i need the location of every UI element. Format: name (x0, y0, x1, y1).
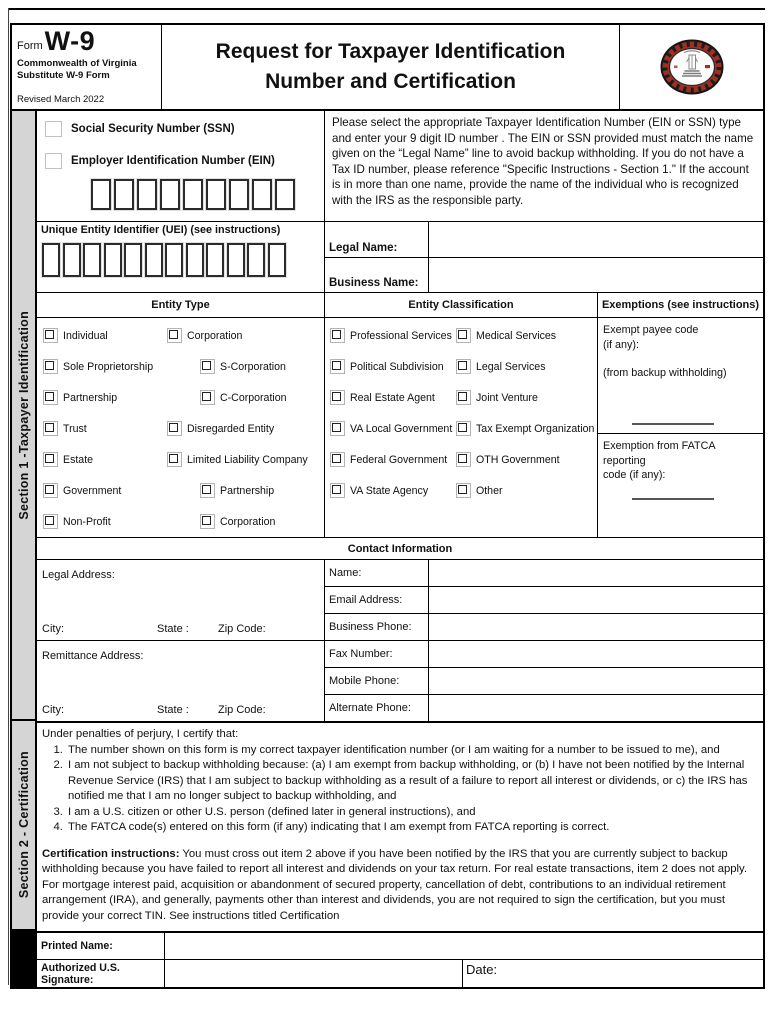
form-word: Form (17, 40, 43, 52)
exempt-payee-block (598, 318, 763, 434)
label-government: Government (63, 484, 122, 497)
label-tax-exempt-organization: Tax Exempt Organization (476, 422, 595, 435)
business-name-label: Business Name: (325, 258, 429, 293)
zip-label-2: Zip Code: (218, 704, 266, 716)
business-name-field[interactable] (429, 258, 763, 293)
ssn-label: Social Security Number (SSN) (71, 123, 235, 135)
checkbox-government[interactable] (43, 483, 58, 498)
section2-sidebar (12, 721, 37, 931)
digit-box[interactable] (83, 243, 101, 277)
authorized-signature-label: Authorized U.S. Signature: (37, 960, 165, 987)
page-top-rule (8, 8, 765, 10)
uei-label: Unique Entity Identifier (UEI) (see instructions) (41, 224, 281, 236)
printed-name-field[interactable] (165, 933, 763, 959)
checkbox-professional-services[interactable] (330, 328, 345, 343)
checkbox-partnership[interactable] (43, 390, 58, 405)
contact-name-label: Name: (325, 560, 429, 586)
digit-box[interactable] (114, 179, 134, 210)
fatca-block (598, 434, 763, 537)
exemptions-cell (598, 293, 763, 537)
label-real-estate-agent: Real Estate Agent (350, 391, 435, 404)
checkbox-va-state-agency[interactable] (330, 483, 345, 498)
legal-name-label: Legal Name: (325, 222, 429, 257)
label-federal-government: Federal Government (350, 453, 448, 466)
exempt-payee-line1: Exempt payee code (603, 324, 699, 336)
checkbox-individual[interactable] (43, 328, 58, 343)
perjury-intro: Under penalties of perjury, I certify that: (42, 728, 239, 740)
state-label: State : (157, 623, 189, 635)
revision-date: Revised March 2022 (17, 94, 105, 105)
label-va-local-government: VA Local Government (350, 422, 453, 435)
label-joint-venture: Joint Venture (476, 391, 538, 404)
digit-box[interactable] (227, 243, 245, 277)
digit-box[interactable] (275, 179, 295, 210)
checkbox-corporation-llc[interactable] (200, 514, 215, 529)
exempt-payee-code-field[interactable] (632, 423, 714, 425)
checkbox-joint-venture[interactable] (456, 390, 471, 405)
certification-instructions (42, 847, 755, 925)
digit-box[interactable] (137, 179, 157, 210)
checkbox-c-corporation[interactable] (200, 390, 215, 405)
checkbox-trust[interactable] (43, 421, 58, 436)
section-sidebar (12, 111, 37, 987)
contact-info-header: Contact Information (37, 538, 763, 560)
fatca-code-field[interactable] (632, 498, 714, 500)
label-partnership: Partnership (63, 391, 118, 404)
label-va-state-agency: VA State Agency (350, 484, 429, 497)
label-individual: Individual (63, 329, 108, 342)
label-medical-services: Medical Services (476, 329, 557, 342)
label-estate: Estate (63, 453, 94, 466)
form-title-line2: Number and Certification (265, 70, 516, 93)
exempt-payee-line2: (if any): (603, 338, 639, 351)
label-corporation-llc: Corporation (220, 515, 276, 528)
digit-box[interactable] (63, 243, 81, 277)
checkbox-sole-proprietorship[interactable] (43, 359, 58, 374)
exemptions-header: Exemptions (see instructions) (598, 293, 763, 318)
remittance-address-block[interactable] (37, 641, 324, 721)
checkbox-legal-services[interactable] (456, 359, 471, 374)
zip-label: Zip Code: (218, 623, 266, 635)
uei-cell (37, 222, 325, 292)
certification-item-3: 3. I am a U.S. citizen or other U.S. person (defined later in general instructions), and (66, 805, 755, 821)
legal-name-field[interactable] (429, 222, 763, 257)
digit-box[interactable] (186, 243, 204, 277)
remittance-address-label: Remittance Address: (42, 650, 144, 662)
form-title-line1: Request for Taxpayer Identification (215, 39, 566, 63)
label-partnership-llc: Partnership (220, 484, 275, 497)
contact-email-label: Email Address: (325, 587, 429, 613)
seal-cell (620, 25, 763, 109)
page-left-rule (8, 8, 9, 985)
digit-box[interactable] (42, 243, 60, 277)
entity-classification-cell (325, 293, 598, 537)
section1-sidebar-label: Section 1 -Taxpayer Identification (16, 310, 31, 520)
business-name-row (325, 258, 763, 293)
contact-email-field[interactable] (429, 587, 763, 613)
label-political-subdivision: Political Subdivision (350, 360, 444, 373)
certification-instructions-text: You must cross out item 2 above if you have been notified by the IRS that you are currently subject to backup withholding because you have failed to report all interest and dividends on your tax return. For real estate transactions, item 2 does not apply. For mortgage interest paid, acquisition or abandonment of secured property, cancellation of debt, contributions to an individual retirement arrangement (IRA), and generally, payments other than interest and dividends, you are not required to sign the certification, but you must provide your correct TIN. See instructions titled Certification (42, 847, 747, 922)
checkbox-partnership-llc[interactable] (200, 483, 215, 498)
checkbox-disregarded-entity[interactable] (167, 421, 182, 436)
digit-box[interactable] (183, 179, 203, 210)
label-limited-liability-company: Limited Liability Company (187, 453, 308, 466)
checkbox-other[interactable] (456, 483, 471, 498)
checkbox-non-profit[interactable] (43, 514, 58, 529)
checkbox-real-estate-agent[interactable] (330, 390, 345, 405)
form-number: W-9 (44, 26, 96, 56)
w9-form (10, 23, 765, 989)
signature-sidebar-black-bar (12, 931, 37, 987)
digit-box[interactable] (268, 243, 286, 277)
contact-name-field[interactable] (429, 560, 763, 586)
certification-item-4: 4. The FATCA code(s) entered on this form (if any) indicating that I am exempt from FATCA reporting is correct. (66, 820, 755, 836)
digit-box[interactable] (104, 243, 122, 277)
checkbox-tax-exempt-organization[interactable] (456, 421, 471, 436)
checkbox-s-corporation[interactable] (200, 359, 215, 374)
digit-box[interactable] (91, 179, 111, 210)
digit-box[interactable] (145, 243, 163, 277)
entity-type-cell (37, 293, 325, 537)
fatca-line1: Exemption from FATCA reporting (603, 440, 716, 467)
contact-alternate-phone-field[interactable] (429, 695, 763, 721)
label-disregarded-entity: Disregarded Entity (187, 422, 275, 435)
uei-boxes (42, 243, 322, 277)
exempt-payee-line3: (from backup withholding) (603, 367, 727, 379)
state-label-2: State : (157, 704, 189, 716)
org-line2: Substitute W-9 Form (17, 69, 110, 81)
address-column (37, 560, 325, 721)
label-oth-government: OTH Government (476, 453, 560, 466)
ein-label: Employer Identification Number (EIN) (71, 155, 275, 167)
legal-address-label: Legal Address: (42, 569, 115, 581)
contact-fax-field[interactable] (429, 641, 763, 667)
city-label: City: (42, 623, 64, 635)
date-cell[interactable] (463, 960, 763, 987)
contact-fields-column (325, 560, 763, 721)
checkbox-medical-services[interactable] (456, 328, 471, 343)
certification-item-1: 1. The number shown on this form is my correct taxpayer identification number (or I am waiting for a number to be issued to me), and (66, 743, 755, 759)
tin-type-cell (37, 111, 325, 221)
checkbox-va-local-government[interactable] (330, 421, 345, 436)
contact-alternate-phone-label: Alternate Phone: (325, 695, 429, 721)
section2-sidebar-label: Section 2 - Certification (16, 751, 31, 899)
label-corporation: Corporation (187, 329, 243, 342)
label-professional-services: Professional Services (350, 329, 452, 342)
digit-box[interactable] (229, 179, 249, 210)
label-trust: Trust (63, 422, 87, 435)
entity-type-header: Entity Type (37, 293, 324, 318)
digit-box[interactable] (252, 179, 272, 210)
ein-checkbox[interactable] (45, 153, 62, 169)
checkbox-limited-liability-company[interactable] (167, 452, 182, 467)
certification-instructions-lead: Certification instructions: (42, 847, 180, 860)
form-id-block (12, 25, 162, 109)
label-non-profit: Non-Profit (63, 515, 111, 528)
label-other: Other (476, 484, 503, 497)
digit-box[interactable] (206, 179, 226, 210)
city-label-2: City: (42, 704, 64, 716)
ssn-checkbox[interactable] (45, 121, 62, 137)
contact-fax-label: Fax Number: (325, 641, 429, 667)
date-label: Date: (466, 962, 498, 977)
checkbox-oth-government[interactable] (456, 452, 471, 467)
virginia-seal-icon (659, 38, 725, 96)
digit-box[interactable] (165, 243, 183, 277)
legal-name-row (325, 222, 763, 258)
digit-box[interactable] (206, 243, 224, 277)
section1-sidebar (12, 111, 37, 721)
label-s-corporation: S-Corporation (220, 360, 286, 373)
signature-field[interactable] (165, 960, 463, 987)
checkbox-political-subdivision[interactable] (330, 359, 345, 374)
form-header (12, 25, 763, 111)
certification-list (42, 743, 755, 836)
label-sole-proprietorship: Sole Proprietorship (63, 360, 154, 373)
org-line1: Commonwealth of Virginia (17, 58, 137, 69)
printed-name-label: Printed Name: (37, 933, 165, 959)
contact-business-phone-field[interactable] (429, 614, 763, 640)
checkbox-estate[interactable] (43, 452, 58, 467)
checkbox-corporation[interactable] (167, 328, 182, 343)
legal-address-block[interactable] (37, 560, 324, 641)
tin-instructions: Please select the appropriate Taxpayer Identification Number (EIN or SSN) type and enter your 9 digit ID number . The EIN or SSN provided must match the name given on the “Legal Name” line to avoid backup withholding. If you do not have a Tax ID number, please reference "Specific Instructions - Section 1." If the account is in more than one name, provide the name of the individual who is recognized with the IRS as the responsible party. (332, 116, 754, 207)
contact-mobile-phone-field[interactable] (429, 668, 763, 694)
certification-item-2: 2. I am not subject to backup withholding because: (a) I am exempt from backup withholding, or (b) I have not been notified by the Internal Revenue Service (IRS) that I am subject to backup withholding as a result of a failure to report all interest or dividends, or c) the IRS has notified me that I am no longer subject to backup withholding, and (66, 758, 755, 805)
fatca-line2: code (if any): (603, 469, 666, 481)
certification-block (37, 721, 763, 931)
digit-box[interactable] (247, 243, 265, 277)
contact-mobile-phone-label: Mobile Phone: (325, 668, 429, 694)
contact-business-phone-label: Business Phone: (325, 614, 429, 640)
digit-box[interactable] (160, 179, 180, 210)
tin-digit-boxes (91, 179, 320, 210)
label-legal-services: Legal Services (476, 360, 546, 373)
entity-classification-header: Entity Classification (325, 293, 597, 318)
form-title (162, 25, 620, 109)
label-c-corporation: C-Corporation (220, 391, 287, 404)
digit-box[interactable] (124, 243, 142, 277)
checkbox-federal-government[interactable] (330, 452, 345, 467)
